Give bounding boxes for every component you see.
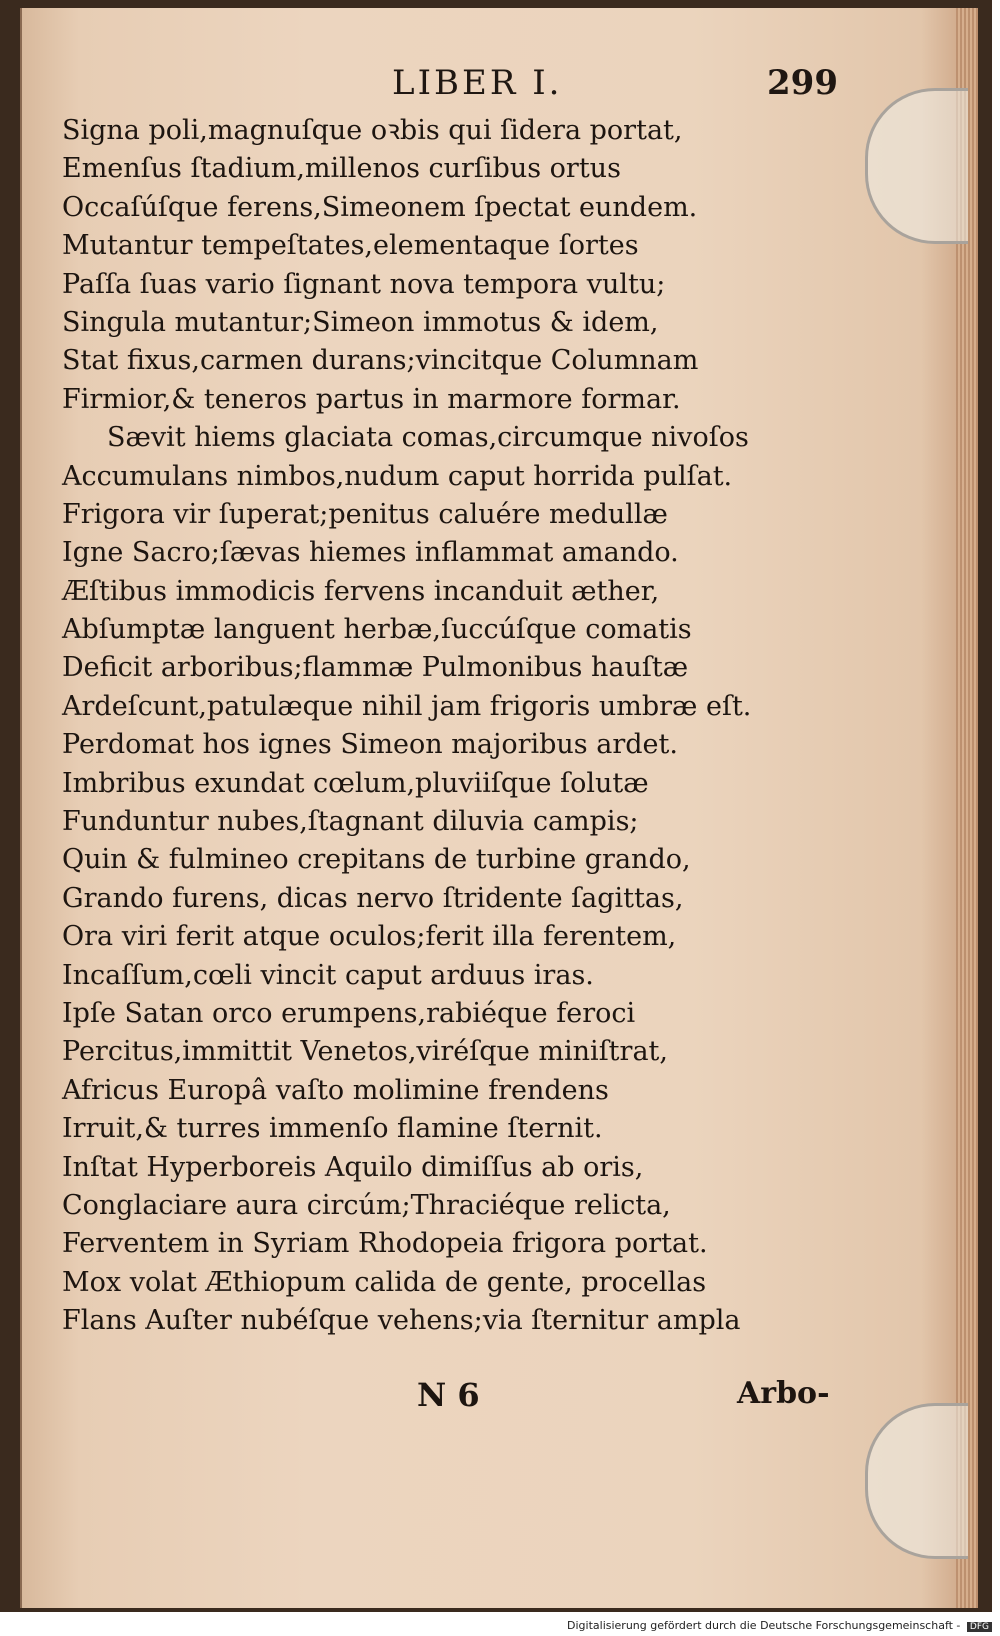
text-line: Deficit arboribus;flammæ Pulmonibus hauſtæ bbox=[62, 652, 689, 684]
text-line: Mox volat Æthiopum calida de gente, procellas bbox=[62, 1266, 707, 1298]
text-line: Singula mutantur;Simeon immotus & idem, bbox=[62, 306, 659, 338]
page-edge bbox=[956, 8, 978, 1608]
text-line: Occaſúſque ferens,Simeonem ſpectat eundem. bbox=[62, 191, 698, 223]
text-line: Emenſus ſtadium,millenos curſibus ortus bbox=[62, 153, 621, 185]
text-line: Perdomat hos ignes Simeon majoribus ardet. bbox=[62, 729, 678, 761]
text-line: Grando furens, dicas nervo ſtridente ſagittas, bbox=[62, 882, 684, 914]
running-head: LIBER I. bbox=[392, 63, 563, 103]
text-line: Sævit hiems glaciata comas,circumque nivoſos bbox=[107, 422, 749, 454]
page-footer bbox=[22, 1376, 978, 1420]
page-number: 299 bbox=[767, 63, 838, 103]
text-line: Funduntur nubes,ſtagnant diluvia campis; bbox=[62, 806, 639, 838]
text-line: Igne Sacro;ſævas hiemes inflammat amando. bbox=[62, 537, 679, 569]
text-line: Ferventem in Syriam Rhodopeia frigora portat. bbox=[62, 1228, 708, 1260]
text-line: Abſumptæ languent herbæ,ſuccúſque comatis bbox=[62, 614, 692, 646]
text-line: Africus Europâ vaſto molimine frendens bbox=[62, 1074, 609, 1106]
dfg-logo: DFG bbox=[967, 1622, 992, 1632]
book-page bbox=[20, 8, 978, 1608]
text-line: Firmior,& teneros partus in marmore formar. bbox=[62, 383, 681, 415]
book-clasp-bottom bbox=[865, 1403, 968, 1559]
text-line: Incaſſum,cœli vincit caput arduus iras. bbox=[62, 959, 594, 991]
text-line: Percitus,immittit Venetos,viréſque miniſtrat, bbox=[62, 1036, 668, 1068]
text-line: Frigora vir ſuperat;penitus caluére medullæ bbox=[62, 498, 668, 530]
text-line: Paſſa ſuas vario ſignant nova tempora vultu; bbox=[62, 268, 666, 300]
text-line: Mutantur tempeſtates,elementaque ſortes bbox=[62, 230, 639, 262]
text-line: Flans Auſter nubéſque vehens;via ſternitur ampla bbox=[62, 1305, 741, 1337]
text-line: Irruit,& turres immenſo flamine ſternit. bbox=[62, 1113, 603, 1145]
text-line: Ardeſcunt,patulæque nihil jam frigoris umbræ eſt. bbox=[62, 690, 752, 722]
text-line: Accumulans nimbos,nudum caput horrida pulſat. bbox=[62, 460, 733, 492]
text-line: Inſtat Hyperboreis Aquilo dimiſſus ab oris, bbox=[62, 1151, 644, 1183]
credit-text: Digitalisierung gefördert durch die Deutsche Forschungsgemeinschaft - bbox=[567, 1619, 961, 1632]
text-line: Imbribus exundat cœlum,pluviiſque ſolutæ bbox=[62, 767, 649, 799]
text-line: Ipſe Satan orco erumpens,rabiéque feroci bbox=[62, 997, 636, 1029]
catchword: Arbo- bbox=[737, 1376, 830, 1411]
digitization-credit bbox=[567, 1619, 992, 1632]
text-line: Æſtibus immodicis fervens incanduit æther, bbox=[62, 575, 660, 607]
text-line: Quin & fulmineo crepitans de turbine grando, bbox=[62, 844, 691, 876]
page-header bbox=[392, 63, 838, 107]
poem-text bbox=[62, 112, 832, 1341]
book-clasp-top bbox=[865, 88, 968, 244]
text-line: Conglaciare aura circúm;Thraciéque relicta, bbox=[62, 1189, 671, 1221]
signature-mark: N 6 bbox=[417, 1376, 480, 1414]
text-line: Signa poli,magnuſque oꝛbis qui ſidera portat, bbox=[62, 115, 683, 146]
text-line: Ora viri ferit atque oculos;ferit illa ferentem, bbox=[62, 921, 677, 953]
text-line: Stat fixus,carmen durans;vincitque Columnam bbox=[62, 345, 699, 377]
